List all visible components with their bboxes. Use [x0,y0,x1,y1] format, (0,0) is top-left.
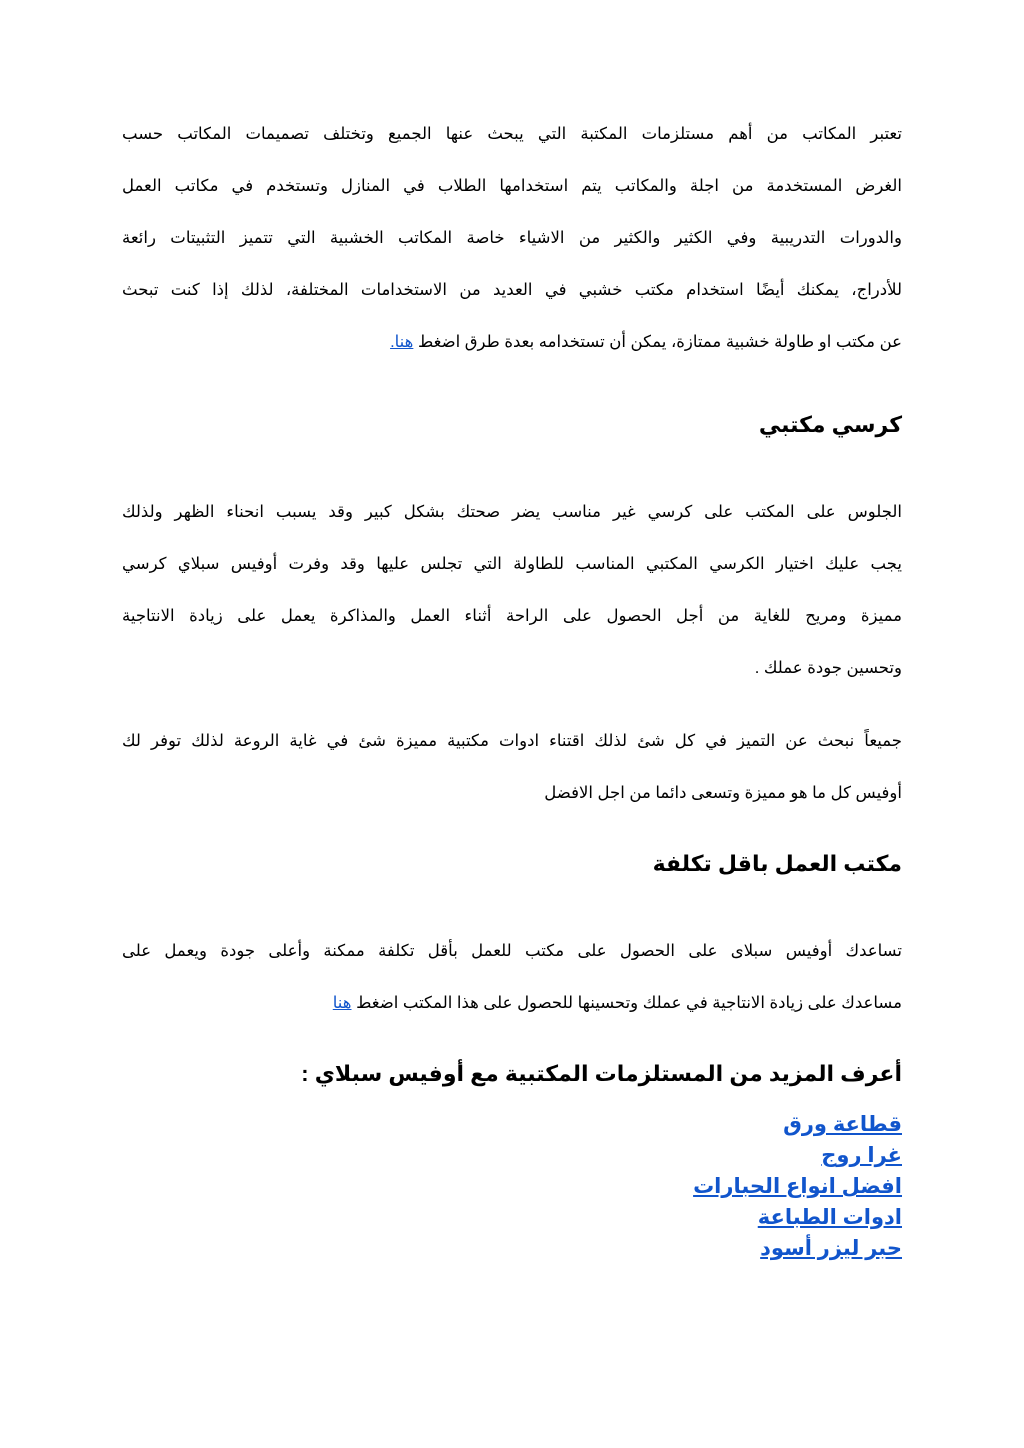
link-glue-stick[interactable]: غرا روج [821,1144,902,1167]
chair-line-2: يجب عليك اختيار الكرسي المكتبي المناسب للطاولة التي تجلس عليها وقد وفرت أوفيس سبلاي كرسي [122,555,902,573]
desk-here-link[interactable]: هنا [332,994,352,1012]
link-printing-tools[interactable]: ادوات الطباعة [757,1206,902,1229]
excellence-line-1: جميعاً نبحث عن التميز في كل شئ لذلك اقتناء ادوات مكتبية مميزة شئ في غاية الروعة لذلك توفر لك [122,732,902,750]
list-item [122,1171,902,1202]
chair-line-3: مميزة ومريح للغاية من أجل الحصول على الراحة أثناء العمل والمذاكرة يعمل على زيادة الانتاجية [122,607,902,625]
excellence-line-2: أوفيس كل ما هو مميزة وتسعى دائما من اجل الافضل [544,784,902,802]
intro-line-5 [122,316,902,368]
more-heading: أعرف المزيد من المستلزمات المكتبية مع أوفيس سبلاي : [301,1061,902,1086]
link-best-ink-types[interactable]: افضل انواع الحبارات [693,1175,902,1198]
link-black-laser-toner[interactable]: حبر ليزر أسود [760,1237,902,1260]
intro-paragraph [122,108,902,368]
list-item [122,1109,902,1140]
desk-line-2-text: مساعدك على زيادة الانتاجية في عملك وتحسينها للحصول على هذا المكتب اضغط [351,994,902,1012]
desk-paragraph [122,925,902,1029]
desk-heading: مكتب العمل باقل تكلفة [652,851,902,876]
chair-paragraph [122,486,902,694]
chair-heading: كرسي مكتبي [758,412,902,437]
excellence-paragraph [122,715,902,819]
intro-line-2: الغرض المستخدمة من اجلة والمكاتب يتم استخدامها الطلاب في المنازل وتستخدم في مكاتب العمل [122,177,902,195]
list-item [122,1140,902,1171]
intro-line-4: للأدراج، يمكنك أيضًا استخدام مكتب خشبي في العديد من الاستخدامات المختلفة، لذلك إذا كنت تبحث [122,281,902,299]
chair-line-1: الجلوس على المكتب على كرسي غير مناسب يضر صحتك بشكل كبير وقد يسبب انحناء الظهر ولذلك [122,503,902,521]
list-item [122,1233,902,1264]
desk-line-2 [122,977,902,1029]
chair-line-4: وتحسين جودة عملك . [754,659,902,677]
intro-line-3: والدورات التدريبية وفي الكثير والكثير من الاشياء خاصة المكاتب الخشبية التي تتميز التثبيتات رائعة [122,229,902,247]
intro-line-1: تعتبر المكاتب من أهم مستلزمات المكتبة التي يبحث عنها الجميع وتختلف تصميمات المكاتب حسب [122,125,902,143]
intro-here-link[interactable]: هنا. [390,333,414,351]
link-paper-cutter[interactable]: قطاعة ورق [783,1113,902,1136]
more-links-list [122,1109,902,1264]
desk-line-1: تساعدك أوفيس سبلاى على الحصول على مكتب للعمل بأقل تكلفة ممكنة وأعلى جودة ويعمل على [122,942,902,960]
list-item [122,1202,902,1233]
intro-line-5-text: عن مكتب او طاولة خشبية ممتازة، يمكن أن تستخدامه بعدة طرق اضغط [413,333,902,351]
document-page [122,108,902,1264]
